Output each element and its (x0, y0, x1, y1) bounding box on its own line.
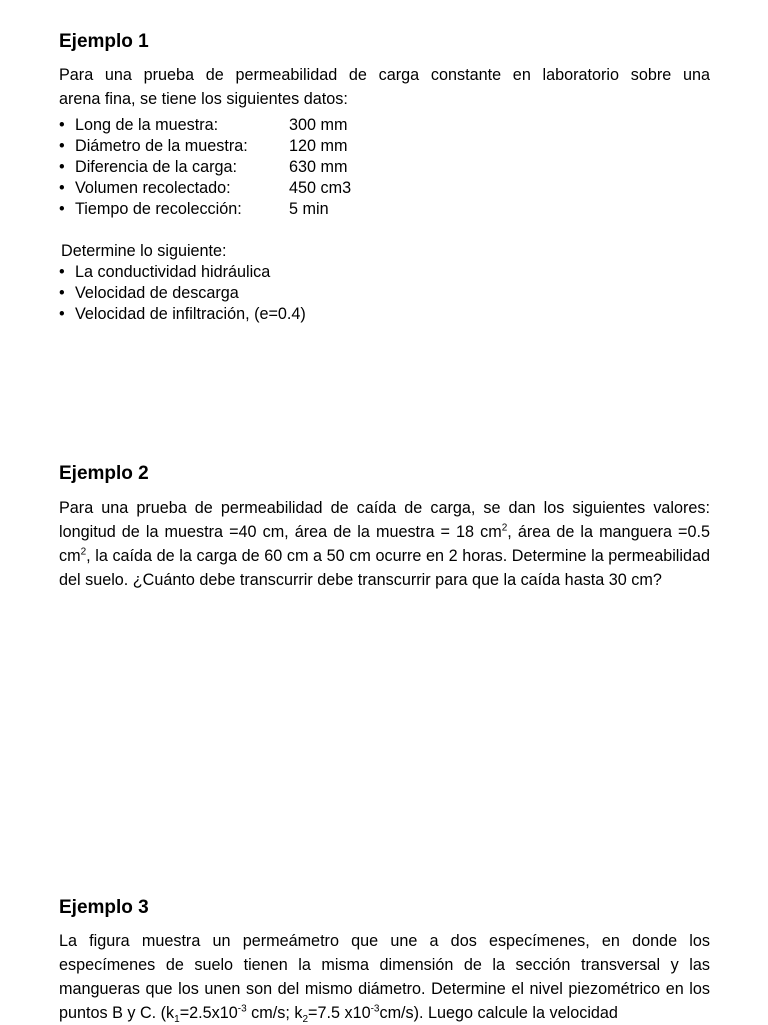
list-item: • La conductividad hidráulica (59, 263, 271, 281)
bullet-icon: • (59, 179, 65, 197)
ejemplo-3-paragraph: La figura muestra un permeámetro que une a dos especímenes, en donde los especímenes de suelo tienen la misma dimensión de la sección transversal y las mangueras que los unen son del mismo diámetro. Determine el nivel piezométrico en los puntos B y C. ($k_1=2.5x10^{-3}$ cm/s; $k_2=7.5$ $x10^{-3}cm/s$). Luego calcule la velocidad (59, 932, 710, 1025)
ejemplo-1-data-list (59, 115, 351, 220)
ejemplo-1-intro-line-1: Para una prueba de permeabilidad de carga constante en laboratorio sobre una (59, 66, 710, 84)
ejemplo-1-intro-line-2: arena fina, se tiene los siguientes datos: (59, 90, 348, 108)
list-item: • Tiempo de recolección: 5 min (59, 200, 329, 218)
ejemplo-1-title: Ejemplo 1 (59, 31, 149, 52)
ejemplo-2-title: Ejemplo 2 (59, 463, 149, 484)
bullet-icon: • (59, 263, 65, 281)
list-item: • Diferencia de la carga: 630 mm (59, 158, 348, 176)
list-item: • Long de la muestra: 300 mm (59, 116, 348, 134)
ejemplo-3-title: Ejemplo 3 (59, 897, 149, 918)
bullet-icon: • (59, 116, 65, 134)
list-item: • Velocidad de descarga (59, 284, 239, 302)
ejemplo-1-tasks-list (59, 262, 306, 325)
ejemplo-1-determine: Determine lo siguiente: (61, 242, 227, 260)
list-item: • Velocidad de infiltración, (e=0.4) (59, 305, 306, 323)
bullet-icon: • (59, 158, 65, 176)
ejemplo-2-paragraph: Para una prueba de permeabilidad de caída de carga, se dan los siguientes valores: longitud de la muestra =40 cm, área de la muestra = 18 $cm^2$, área de la manguera =0.5 $cm^2$, la caída de la carga de 60 cm a 50 cm ocurre en 2 horas. Determine la permeabilidad del suelo. ¿Cuánto debe transcurrir debe transcurrir para que la caída hasta 30 cm? (59, 499, 710, 589)
bullet-icon: • (59, 200, 65, 218)
list-item: • Diámetro de la muestra: 120 mm (59, 137, 348, 155)
list-item: • Volumen recolectado: 450 cm3 (59, 179, 352, 197)
bullet-icon: • (59, 284, 65, 302)
bullet-icon: • (59, 305, 65, 323)
bullet-icon: • (59, 137, 65, 155)
